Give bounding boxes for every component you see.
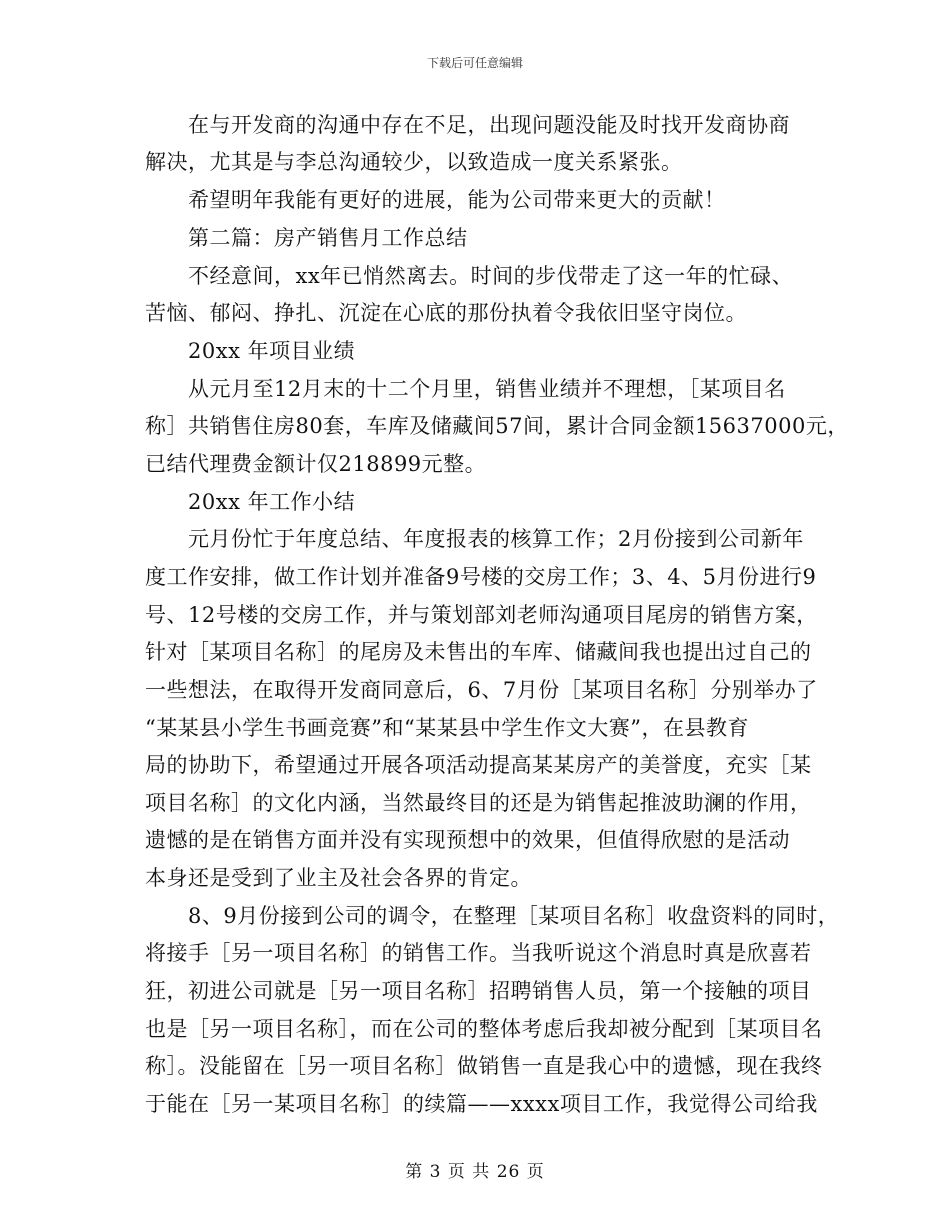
text-line: 本身还是受到了业主及社会各界的肯定。 (145, 866, 532, 890)
text-line: 不经意间，xx年已悄然离去。时间的步伐带走了这一年的忙碌、 (188, 264, 794, 288)
text-line: 元月份忙于年度总结、年度报表的核算工作；2月份接到公司新年 (188, 527, 804, 551)
text-line: 项目名称］的文化内涵，当然最终目的还是为销售起推波助澜的作用， (145, 791, 812, 815)
text-line: 遗憾的是在销售方面并没有实现预想中的效果，但值得欣慰的是活动 (145, 828, 790, 852)
text-line: 度工作安排，做工作计划并准备9号楼的交房工作；3、4、5月份进行9 (145, 565, 817, 589)
text-line: 一些想法，在取得开发商同意后，6、7月份［某项目名称］分别举办了 (145, 678, 818, 702)
text-line: “某某县小学生书画竞赛”和“某某县中学生作文大赛”，在县教育 (145, 716, 749, 740)
text-line: 号、12号楼的交房工作，并与策划部刘老师沟通项目尾房的销售方案， (145, 603, 818, 627)
text-line: 针对［某项目名称］的尾房及未售出的车库、储藏间我也提出过自己的 (145, 640, 812, 664)
text-line: 在与开发商的沟通中存在不足，出现问题没能及时找开发商协商 (188, 113, 790, 137)
text-line: 局的协助下，希望通过开展各项活动提高某某房产的美誉度，充实［某 (145, 753, 812, 777)
text-line: 称］共销售住房80套，车库及储藏间57间，累计合同金额15637000元， (145, 414, 849, 438)
text-line: 于能在［另一某项目名称］的续篇——xxxx项目工作，我觉得公司给我 (145, 1092, 818, 1116)
text-line: 狂，初进公司就是［另一项目名称］招聘销售人员，第一个接触的项目 (145, 979, 812, 1003)
text-line: 8、9月份接到公司的调令，在整理［某项目名称］收盘资料的同时， (188, 904, 840, 928)
subheading: 20xx 年工作小结 (188, 490, 356, 514)
text-line: 从元月至12月末的十二个月里，销售业绩并不理想，［某项目名 (188, 377, 786, 401)
text-line: 称］。没能留在［另一项目名称］做销售一直是我心中的遗憾，现在我终 (145, 1054, 823, 1078)
text-line: 也是［另一项目名称］，而在公司的整体考虑后我却被分配到［某项目名 (145, 1017, 823, 1041)
text-line: 解决，尤其是与李总沟通较少，以致造成一度关系紧张。 (145, 150, 683, 174)
text-line: 将接手［另一项目名称］的销售工作。当我听说这个消息时真是欣喜若 (145, 941, 812, 965)
text-line: 已结代理费金额计仅218899元整。 (145, 452, 487, 476)
text-line: 苦恼、郁闷、挣扎、沉淀在心底的那份执着令我依旧坚守岗位。 (145, 301, 747, 325)
subheading: 20xx 年项目业绩 (188, 339, 356, 363)
section-heading: 第二篇：房产销售月工作总结 (188, 226, 468, 250)
text-line: 希望明年我能有更好的进展，能为公司带来更大的贡献！ (188, 188, 726, 212)
page-number-footer: 第 3 页 共 26 页 (405, 1162, 545, 1182)
page-header-note: 下载后可任意编辑 (426, 56, 523, 70)
